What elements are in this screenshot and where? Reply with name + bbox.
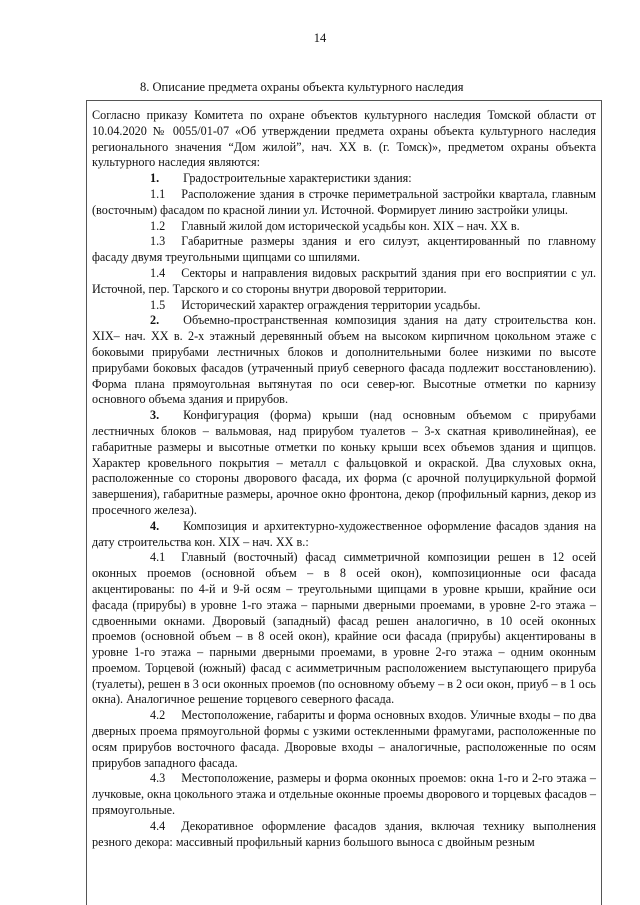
list-item (92, 771, 596, 818)
item-number: 1.4 (150, 265, 166, 280)
item-number: 1. (150, 171, 160, 186)
item-number: 1.3 (150, 234, 166, 249)
list-item (92, 708, 596, 771)
item-number: 4.3 (150, 771, 166, 786)
content-box (86, 100, 602, 905)
item-number: 4.2 (150, 708, 166, 723)
list-item (92, 408, 596, 519)
content (87, 101, 601, 850)
item-number: 1.2 (150, 218, 166, 233)
list-item (92, 550, 596, 708)
page-number: 14 (313, 31, 327, 45)
item-text: Исторический характер ограждения территории усадьбы. (181, 297, 481, 312)
item-text: Расположение здания в строчке периметральной застройки квартала, главным (восточным) фасадом по красной линии ул. Источной. Формирует линию застройки улицы. (92, 186, 596, 217)
list-item (92, 819, 596, 851)
item-text: Композиция и архитектурно-художественное оформление фасадов здания на дату строительства кон. XIX – нач. XX в.: (92, 518, 596, 549)
section-title: 8. Описание предмета охраны объекта культурного наследия (140, 80, 464, 94)
list-item (92, 219, 596, 235)
item-number: 2. (150, 313, 160, 328)
list-item (92, 171, 596, 187)
list-item (92, 266, 596, 298)
item-text: Декоративное оформление фасадов здания, включая технику выполнения резного декора: массивный профильный карниз большого выноса с двойным резным (92, 818, 596, 849)
list-item (92, 187, 596, 219)
item-number: 1.1 (150, 186, 166, 201)
item-number: 1.5 (150, 297, 166, 312)
item-text: Конфигурация (форма) крыши (над основным объемом с прирубами лестничных блоков – вальмовая, над прирубом туалетов – 3-х скатная криволинейная), ее габаритные размеры и высотные отметки по коньку крыши всех объемов здания и щипцов. Характер кровельного покрытия – металл с фальцовкой и окраской. Два слуховых окна, расположенные со стороны дворового фасада, их форма (с арочной полуциркульной формой завершения), габаритные размеры, арочное окно фронтона, декор (профильный карниз, декор из просечного железа). (92, 408, 596, 517)
list-item (92, 313, 596, 408)
list-item (92, 234, 596, 266)
intro-paragraph: Согласно приказу Комитета по охране объектов культурного наследия Томской области от 10.04.2020 № 0055/01-07 «Об утверждении предмета охраны объекта культурного наследия регионального значения “Дом жилой”, нач. XX в. (г. Томск)», предметом охраны объекта культурного наследия являются: (92, 108, 596, 170)
item-text: Секторы и направления видовых раскрытий здания при его восприятии с ул. Источной, пер. Тарского и со стороны внутри дворовой территории. (92, 265, 596, 296)
item-number: 3. (150, 408, 160, 423)
list-item (92, 519, 596, 551)
item-text: Габаритные размеры здания и его силуэт, акцентированный по главному фасаду двумя треугольными щипцами со шпилями. (92, 234, 596, 265)
item-number: 4.1 (150, 550, 166, 565)
item-number: 4.4 (150, 818, 166, 833)
item-text: Градостроительные характеристики здания: (183, 171, 412, 186)
item-text: Объемно-пространственная композиция здания на дату строительства кон. XIX– нач. XX в. 2-х этажный деревянный объем на высоком кирпичном цокольном этаже с боковыми прирубами лестничных блоков и дополнительными более низкими по высоте прирубами боковых фасадов (утраченный приуб северного фасада подлежит восстановлению). Форма плана прямоугольная вытянутая по оси север-юг. Высотные отметки по карнизу основного объема здания и прирубов. (92, 313, 596, 407)
item-text: Местоположение, габариты и форма основных входов. Уличные входы – по два дверных проема прямоугольной формы с узкими остекленными фрамугами, расположенные по осям прирубов восточного фасада. Дворовые входы – аналогичные, расположенные по осям прирубов западного фасада. (92, 708, 596, 770)
item-text: Главный жилой дом исторической усадьбы кон. XIX – нач. XX в. (181, 218, 520, 233)
item-text: Местоположение, размеры и форма оконных проемов: окна 1-го и 2-го этажа – лучковые, окна цокольного этажа и отдельные оконные проемы дворового и торцевых фасадов – прямоугольные. (92, 771, 596, 818)
item-number: 4. (150, 518, 160, 533)
list-item (92, 298, 596, 314)
item-text: Главный (восточный) фасад симметричной композиции решен в 12 осей оконных проемов (основной объем – в 8 осей окон), композиционные оси фасада акцентированы: по 4-й и 9-й осям – треугольными щипцами в уровне крыши, крайние оси фасада (прирубы) в уровне 1-го этажа – парными дверными проемами, в уровне 2-го этажа – сдвоенными окнами. Дворовый (западный) фасад решен аналогично, в 10 осей оконных проемов (основной объем – в 8 осей окон), крайние оси фасада (прирубы) акцентированы в уровне 1-го этажа – парными дверными проемами, в уровне 2-го этажа – одним оконным проемом. Торцевой (южный) фасад с асимметричным расположением выступающего прируба (туалеты), решен в 3 оси оконных проемов (по основному объему – в 2 оси окон, приуб – в 1 ось окна). Аналогичное решение торцевого северного фасада. (92, 550, 596, 707)
